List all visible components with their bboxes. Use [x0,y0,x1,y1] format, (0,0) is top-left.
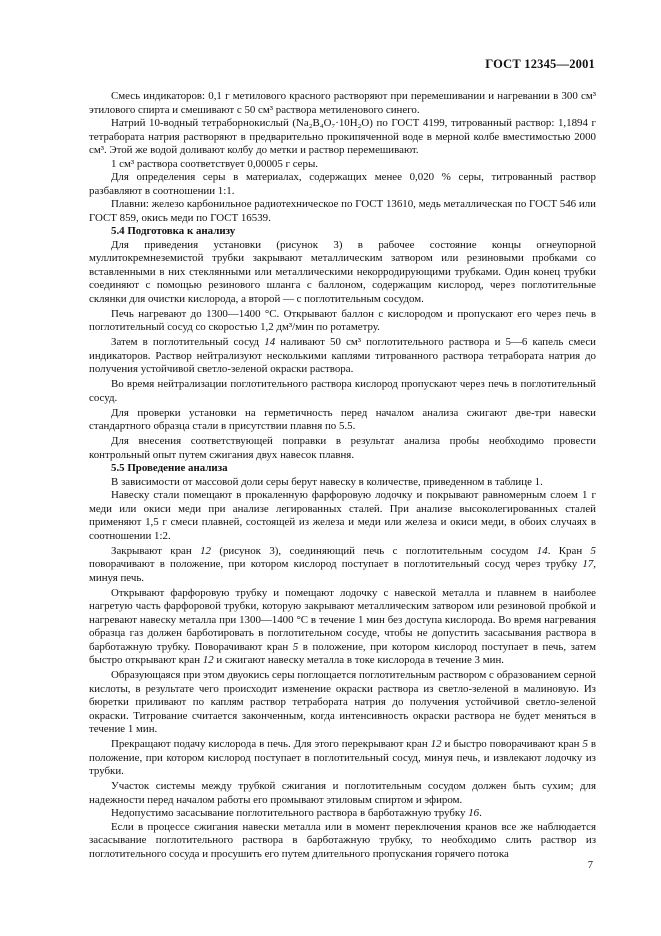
section-heading: 5.4 Подготовка к анализу [111,225,236,237]
paragraph: Для внесения соответствующей поправки в результат анализа пробы необходимо провести контрольный опыт путем сжигания двух навесок плавня. [89,435,596,461]
text-run: Открывают фарфоровую трубку и помещают лодочку с навеской металла и плавнем в наиболее нагретую часть фарфоровой трубки, которую закрывают металлическим затвором или резиновой пробкой и нагревают навеску металла при 1300—1400 °С в течение 1 мин без доступа кислорода. Во время нагревания образца газ должен барботировать в поглотительном сосуде, чтобы не допустить засасывания раствора в барботажную трубку. Поворачивают кран [89,586,596,653]
paragraph: Печь нагревают до 1300—1400 °С. Открывают баллон с кислородом и пропускают его через печь в поглотительный сосуд со скоростью 1,2 дм³/мин по ротаметру. [89,307,596,333]
text-run: в положение, при котором кислород поступает в поглотительный сосуд, минуя печь, и извлекают лодочку из трубки. [89,738,596,777]
paragraph: Образующаяся при этом двуокись серы поглощается поглотительным раствором с образованием серной кислоты, в результате чего происходит изменение окраски раствора из светло-зеленой в малиновую. Из бюретки приливают по каплям раствор тетрабората натрия до получения устойчивой светло-зеленой окраски. Титрование считается законченным, когда интенсивность окраски раствора не будет меняться в течение 1 мин. [89,669,596,735]
paragraph: Навеску стали помещают в прокаленную фарфоровую лодочку и покрывают равномерным слоем 1 г меди или окиси меди при анализе легированных сталей. При анализе высоколегированных сталей применяют 1,5 г смеси плавней, состоящей из железа и меди или железа и окиси меди, в обоих случаях в соотношении 1:2. [89,489,596,542]
paragraph [89,738,596,779]
text-run: . [479,807,482,819]
paragraph [89,807,596,821]
text-run: поворачивают в положение, при котором кислород поступает в поглотительный сосуд через трубку [89,558,583,570]
paragraph: Натрий 10-водный тетраборнокислый (Na₂B₄O₇·10H₂O) по ГОСТ 4199, титрованный раствор: 1,1894 г тетрабората натрия растворяют в предварительно прокипяченной воде в мерной колбе вместимостью 2000 см³. Этой же водой доливают колбу до метки и раствор перемешивают. [89,117,596,156]
item-number: 14 [264,336,276,348]
text-run: в положение, при котором кислород поступает в печь, затем быстро открывают кран [89,640,596,666]
text-run: , минуя печь. [89,558,596,584]
paragraph: Для приведения установки (рисунок 3) в рабочее состояние концы огнеупорной муллитокремнеземистой трубки закрывают металлическим затвором или резиновыми пробками со вставленными в них стеклянными или металлическими некорродирующими трубками. Один конец трубки соединяют с помощью резинового шланга с баллоном, содержащим кислород, через поглотительные склянки для очистки кислорода, а второй — с поглотительным сосудом. [89,238,596,305]
paragraph: Во время нейтрализации поглотительного раствора кислород пропускают через печь в поглотительный сосуд. [89,378,596,404]
paragraph [89,336,596,377]
item-number: 12 [430,738,442,750]
paragraph [89,587,596,668]
section-heading: 5.5 Проведение анализа [111,462,228,474]
item-number: 16 [468,807,480,819]
paragraph: Плавни: железо карбонильное радиотехническое по ГОСТ 13610, медь металлическая по ГОСТ 546 или ГОСТ 859, окись меди по ГОСТ 16539. [89,198,596,224]
text-run: Недопустимо засасывание поглотительного раствора в барботажную трубку [111,807,469,819]
item-number: 5 [292,640,299,653]
document-header: ГОСТ 12345—2001 [485,57,595,71]
paragraph: Для проверки установки на герметичность перед началом анализа сжигают две-три навески стандартного образца стали в присутствии плавня по 5.5. [89,406,596,432]
item-number: 17 [582,558,594,570]
paragraph: Участок системы между трубкой сжигания и поглотительным сосудом должен быть сухим; для надежности перед началом работы его промывают этиловым спиртом и эфиром. [89,780,596,806]
item-number: 5 [582,738,588,750]
item-number: 14 [536,544,548,557]
text-run: наливают 50 см³ поглотительного раствора и 5—6 капель смеси индикаторов. Раствор нейтрализуют несколькими каплями титрованного раствора тетрабората натрия до получения устойчивой светло-зеленой окраски раствора. [89,336,597,375]
text-run: и сжигают навеску металла в токе кислорода в течение 3 мин. [213,654,504,666]
text-run: и быстро поворачивают кран [441,738,583,750]
text-run: (рисунок 3), соединяющий печь с поглотительным сосудом [210,544,537,557]
text-run: . Кран [547,544,591,557]
paragraph: В зависимости от массовой доли серы берут навеску в количестве, приведенном в таблице 1. [111,475,543,488]
paragraph: Если в процессе сжигания навески металла или в момент переключения кранов все же наблюдается засасывание поглотительного раствора в барботажную трубку, то необходимо слить раствор из поглотительного сосуда и просушить его путем длительного пропускания горячего потока [89,820,596,860]
item-number: 5 [590,544,596,557]
document-body [89,90,596,861]
paragraph: Смесь индикаторов: 0,1 г метилового красного растворяют при перемешивании и нагревании в 300 см³ этилового спирта и смешивают с 50 см³ раствора метиленового синего. [89,90,596,116]
page-number: 7 [587,860,593,871]
item-number: 12 [202,654,214,666]
text-run: Прекращают подачу кислорода в печь. Для этого перекрывают кран [111,738,431,750]
paragraph: Для определения серы в материалах, содержащих менее 0,020 % серы, титрованный раствор разбавляют в соотношении 1:1. [89,171,596,197]
text-run: Закрывают кран [111,544,201,557]
item-number: 12 [200,544,211,557]
paragraph: 1 см³ раствора соответствует 0,00005 г серы. [111,157,318,170]
text-run: Затем в поглотительный сосуд [111,336,265,348]
paragraph [89,545,596,586]
